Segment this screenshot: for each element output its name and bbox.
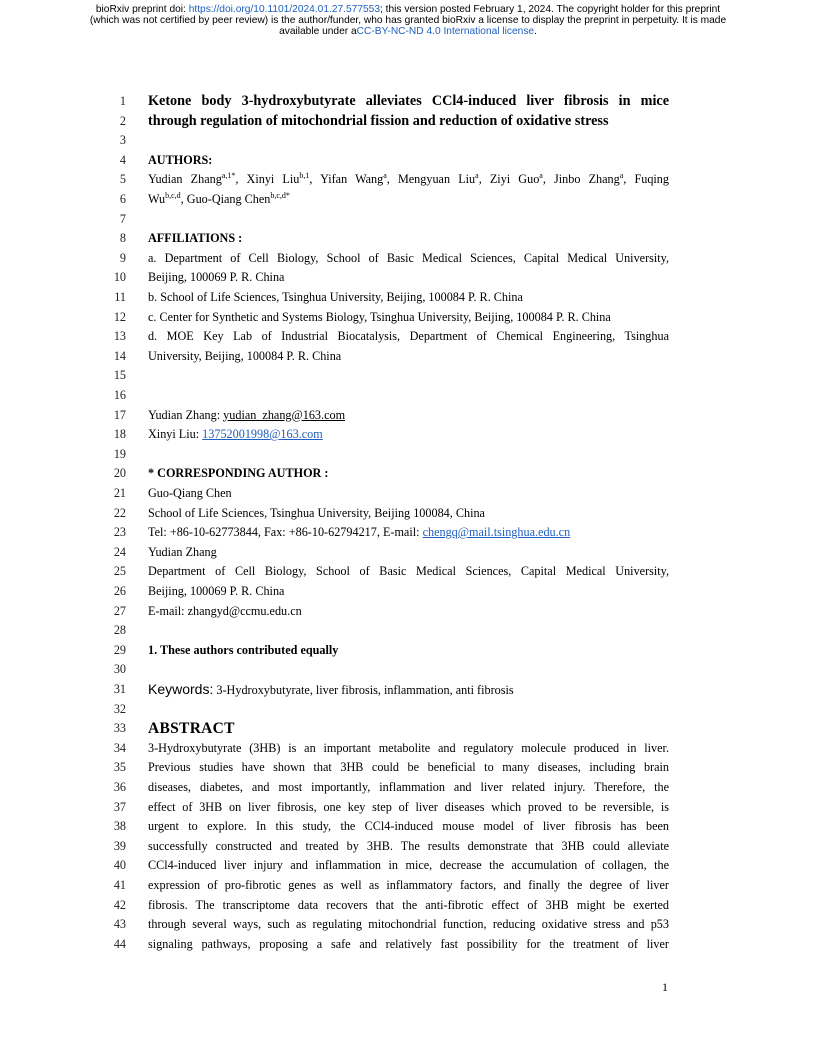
line-number: 16 bbox=[113, 388, 126, 402]
line-number: 20 bbox=[113, 466, 126, 481]
affiliation-a-line-2: Beijing, 100069 P. R. China bbox=[148, 270, 285, 285]
line-number: 2 bbox=[119, 113, 126, 128]
line-number: 32 bbox=[113, 701, 126, 716]
line-number: 1 bbox=[119, 94, 126, 108]
line-number: 13 bbox=[113, 329, 126, 344]
line-number: 8 bbox=[119, 231, 126, 246]
line-number: 41 bbox=[113, 878, 126, 892]
abstract-line: effect of 3HB on liver fibrosis, one key step of liver diseases which proved to be reversible, is bbox=[148, 799, 669, 814]
line-number: 30 bbox=[113, 662, 126, 677]
line-number: 27 bbox=[113, 603, 126, 618]
corresponding-email-2: E-mail: zhangyd@ccmu.edu.cn bbox=[148, 603, 302, 618]
title-line-2: through regulation of mitochondrial fission and reduction of oxidative stress bbox=[148, 112, 609, 129]
line-number: 31 bbox=[113, 682, 126, 696]
banner-text: ; this version posted February 1, 2024. The copyright holder for this preprint bbox=[380, 4, 721, 15]
banner-line-2: (which was not certified by peer review) is the author/funder, who has granted bioRxiv a license to display the preprint in perpetuity. It is made bbox=[89, 15, 727, 26]
abstract-line: 3-Hydroxybutyrate (3HB) is an important metabolite and regulatory molecule produced in liver. bbox=[148, 740, 669, 755]
affiliation-b: b. School of Life Sciences, Tsinghua University, Beijing, 100084 P. R. China bbox=[148, 290, 523, 304]
corresponding-address-1: School of Life Sciences, Tsinghua University, Beijing 100084, China bbox=[148, 505, 485, 520]
line-number: 24 bbox=[113, 544, 126, 559]
corresponding-name-2: Yudian Zhang bbox=[148, 544, 217, 559]
abstract-line: Previous studies have shown that 3HB could be beneficial to many diseases, including brain bbox=[148, 760, 669, 775]
line-number: 28 bbox=[113, 623, 126, 638]
line-number: 43 bbox=[113, 917, 126, 932]
authors-line-2: Wu$^{b,c,d}$, Guo-Qiang Chen$^{b,c,d*}$ bbox=[148, 191, 290, 206]
line-number: 9 bbox=[119, 250, 126, 265]
banner-line-3 bbox=[0, 26, 816, 37]
affiliation-d-line-2: University, Beijing, 100084 P. R. China bbox=[148, 348, 342, 363]
line-number: 40 bbox=[113, 858, 126, 873]
abstract-line: expression of pro-fibrotic genes as well as inflammatory factors, and finally the degree of liver bbox=[148, 878, 669, 892]
abstract-line: CCl4-induced liver injury and inflammation in mice, decrease the accumulation of collagen, the bbox=[148, 858, 669, 873]
authors-heading: AUTHORS: bbox=[148, 152, 213, 167]
line-number: 33 bbox=[113, 721, 126, 736]
line-number: 39 bbox=[113, 838, 126, 853]
line-number: 34 bbox=[113, 740, 126, 755]
doi-link[interactable]: https://doi.org/10.1101/2024.01.27.577553 bbox=[188, 4, 380, 15]
line-number: 19 bbox=[113, 446, 126, 461]
line-number: 10 bbox=[113, 270, 126, 285]
line-number: 36 bbox=[113, 780, 126, 794]
line-number: 11 bbox=[114, 290, 126, 304]
corresponding-address-2-line-1: Department of Cell Biology, School of Basic Medical Sciences, Capital Medical University, bbox=[148, 564, 669, 579]
line-number: 42 bbox=[113, 897, 126, 912]
line-number: 14 bbox=[113, 348, 126, 363]
keywords bbox=[148, 680, 669, 701]
line-number: 35 bbox=[113, 760, 126, 775]
abstract-line: through several ways, such as regulating mitochondrial function, reducing oxidative stress and p53 bbox=[148, 917, 669, 932]
email-zhang: Yudian Zhang: yudian_zhang@163.com bbox=[148, 407, 346, 422]
corresponding-heading: * CORRESPONDING AUTHOR : bbox=[148, 466, 329, 481]
affiliation-d-line-1: d. MOE Key Lab of Industrial Biocatalysis, Department of Chemical Engineering, Tsinghua bbox=[148, 329, 669, 344]
corresponding-name-1: Guo-Qiang Chen bbox=[148, 486, 232, 500]
line-number: 26 bbox=[113, 584, 126, 598]
title-line-1: Ketone body 3-hydroxybutyrate alleviates CCl4-induced liver fibrosis in mice bbox=[148, 93, 669, 109]
preprint-banner bbox=[0, 4, 816, 37]
abstract-heading: ABSTRACT bbox=[148, 720, 235, 738]
line-number: 4 bbox=[119, 152, 126, 167]
keywords-label: Keywords: bbox=[148, 681, 214, 697]
email-zhang-link[interactable]: yudian_zhang@163.com bbox=[223, 407, 346, 422]
line-number: 5 bbox=[119, 172, 126, 187]
line-number: 44 bbox=[113, 936, 126, 951]
line-number: 21 bbox=[113, 486, 126, 500]
corresponding-address-2-line-2: Beijing, 100069 P. R. China bbox=[148, 584, 285, 598]
email-liu-link[interactable]: 13752001998@163.com bbox=[202, 427, 323, 442]
affiliations-heading: AFFILIATIONS : bbox=[148, 231, 243, 246]
line-number: 22 bbox=[113, 505, 126, 520]
line-number: 15 bbox=[113, 368, 126, 383]
abstract-line: successfully constructed and treated by 3HB. The results demonstrate that 3HB could alleviate bbox=[148, 838, 669, 853]
abstract-line: diseases, diabetes, and most importantly, inflammation and liver related injury. Therefore, the bbox=[148, 780, 669, 794]
email-liu: Xinyi Liu: 13752001998@163.com bbox=[148, 427, 323, 442]
affiliation-a-line-1: a. Department of Cell Biology, School of Basic Medical Sciences, Capital Medical University, bbox=[148, 250, 669, 265]
line-number: 37 bbox=[113, 799, 126, 814]
abstract-line: urgent to explore. In this study, the CCl4-induced mouse model of liver fibrosis has been bbox=[148, 819, 669, 834]
abstract-line: signaling pathways, proposing a safe and relatively fast possibility for the treatment of liver bbox=[148, 936, 669, 951]
equal-contribution-note: 1. These authors contributed equally bbox=[148, 642, 339, 657]
page-number: 1 bbox=[662, 980, 668, 994]
keywords-text: 3-Hydroxybutyrate, liver fibrosis, inflammation, anti fibrosis bbox=[213, 683, 514, 697]
email-chen-link[interactable]: chengq@mail.tsinghua.edu.cn bbox=[422, 525, 571, 540]
affiliation-c: c. Center for Synthetic and Systems Biology, Tsinghua University, Beijing, 100084 P. R. China bbox=[148, 309, 611, 324]
banner-line-1 bbox=[0, 4, 816, 15]
banner-text: bioRxiv preprint doi: bbox=[95, 4, 189, 15]
line-number: 3 bbox=[119, 133, 126, 148]
corresponding-contact: Tel: +86-10-62773844, Fax: +86-10-62794217, E-mail: chengq@mail.tsinghua.edu.cn bbox=[148, 525, 571, 540]
banner-text: . bbox=[534, 26, 537, 37]
line-number: 7 bbox=[119, 211, 126, 226]
line-number: 18 bbox=[113, 427, 126, 442]
license-link[interactable]: CC-BY-NC-ND 4.0 International license bbox=[356, 26, 535, 37]
abstract-line: fibrosis. The transcriptome data recovers that the anti-fibrotic effect of 3HB might be exerted bbox=[148, 897, 669, 912]
line-number: 29 bbox=[113, 642, 126, 657]
banner-text: available under a bbox=[279, 26, 357, 37]
line-number: 17 bbox=[113, 407, 126, 422]
line-number: 23 bbox=[113, 525, 126, 540]
line-number: 6 bbox=[119, 192, 126, 206]
line-number: 38 bbox=[113, 819, 126, 834]
line-number: 25 bbox=[113, 564, 126, 579]
authors-line-1: Yudian Zhang$^{a,1*}$, Xinyi Liu$^{b,1}$, Yifan Wang$^a$, Mengyuan Liu$^a$, Ziyi Guo$^a$, Jinbo Zhang$^a$, Fuqing bbox=[148, 171, 669, 187]
line-number: 12 bbox=[113, 309, 126, 324]
